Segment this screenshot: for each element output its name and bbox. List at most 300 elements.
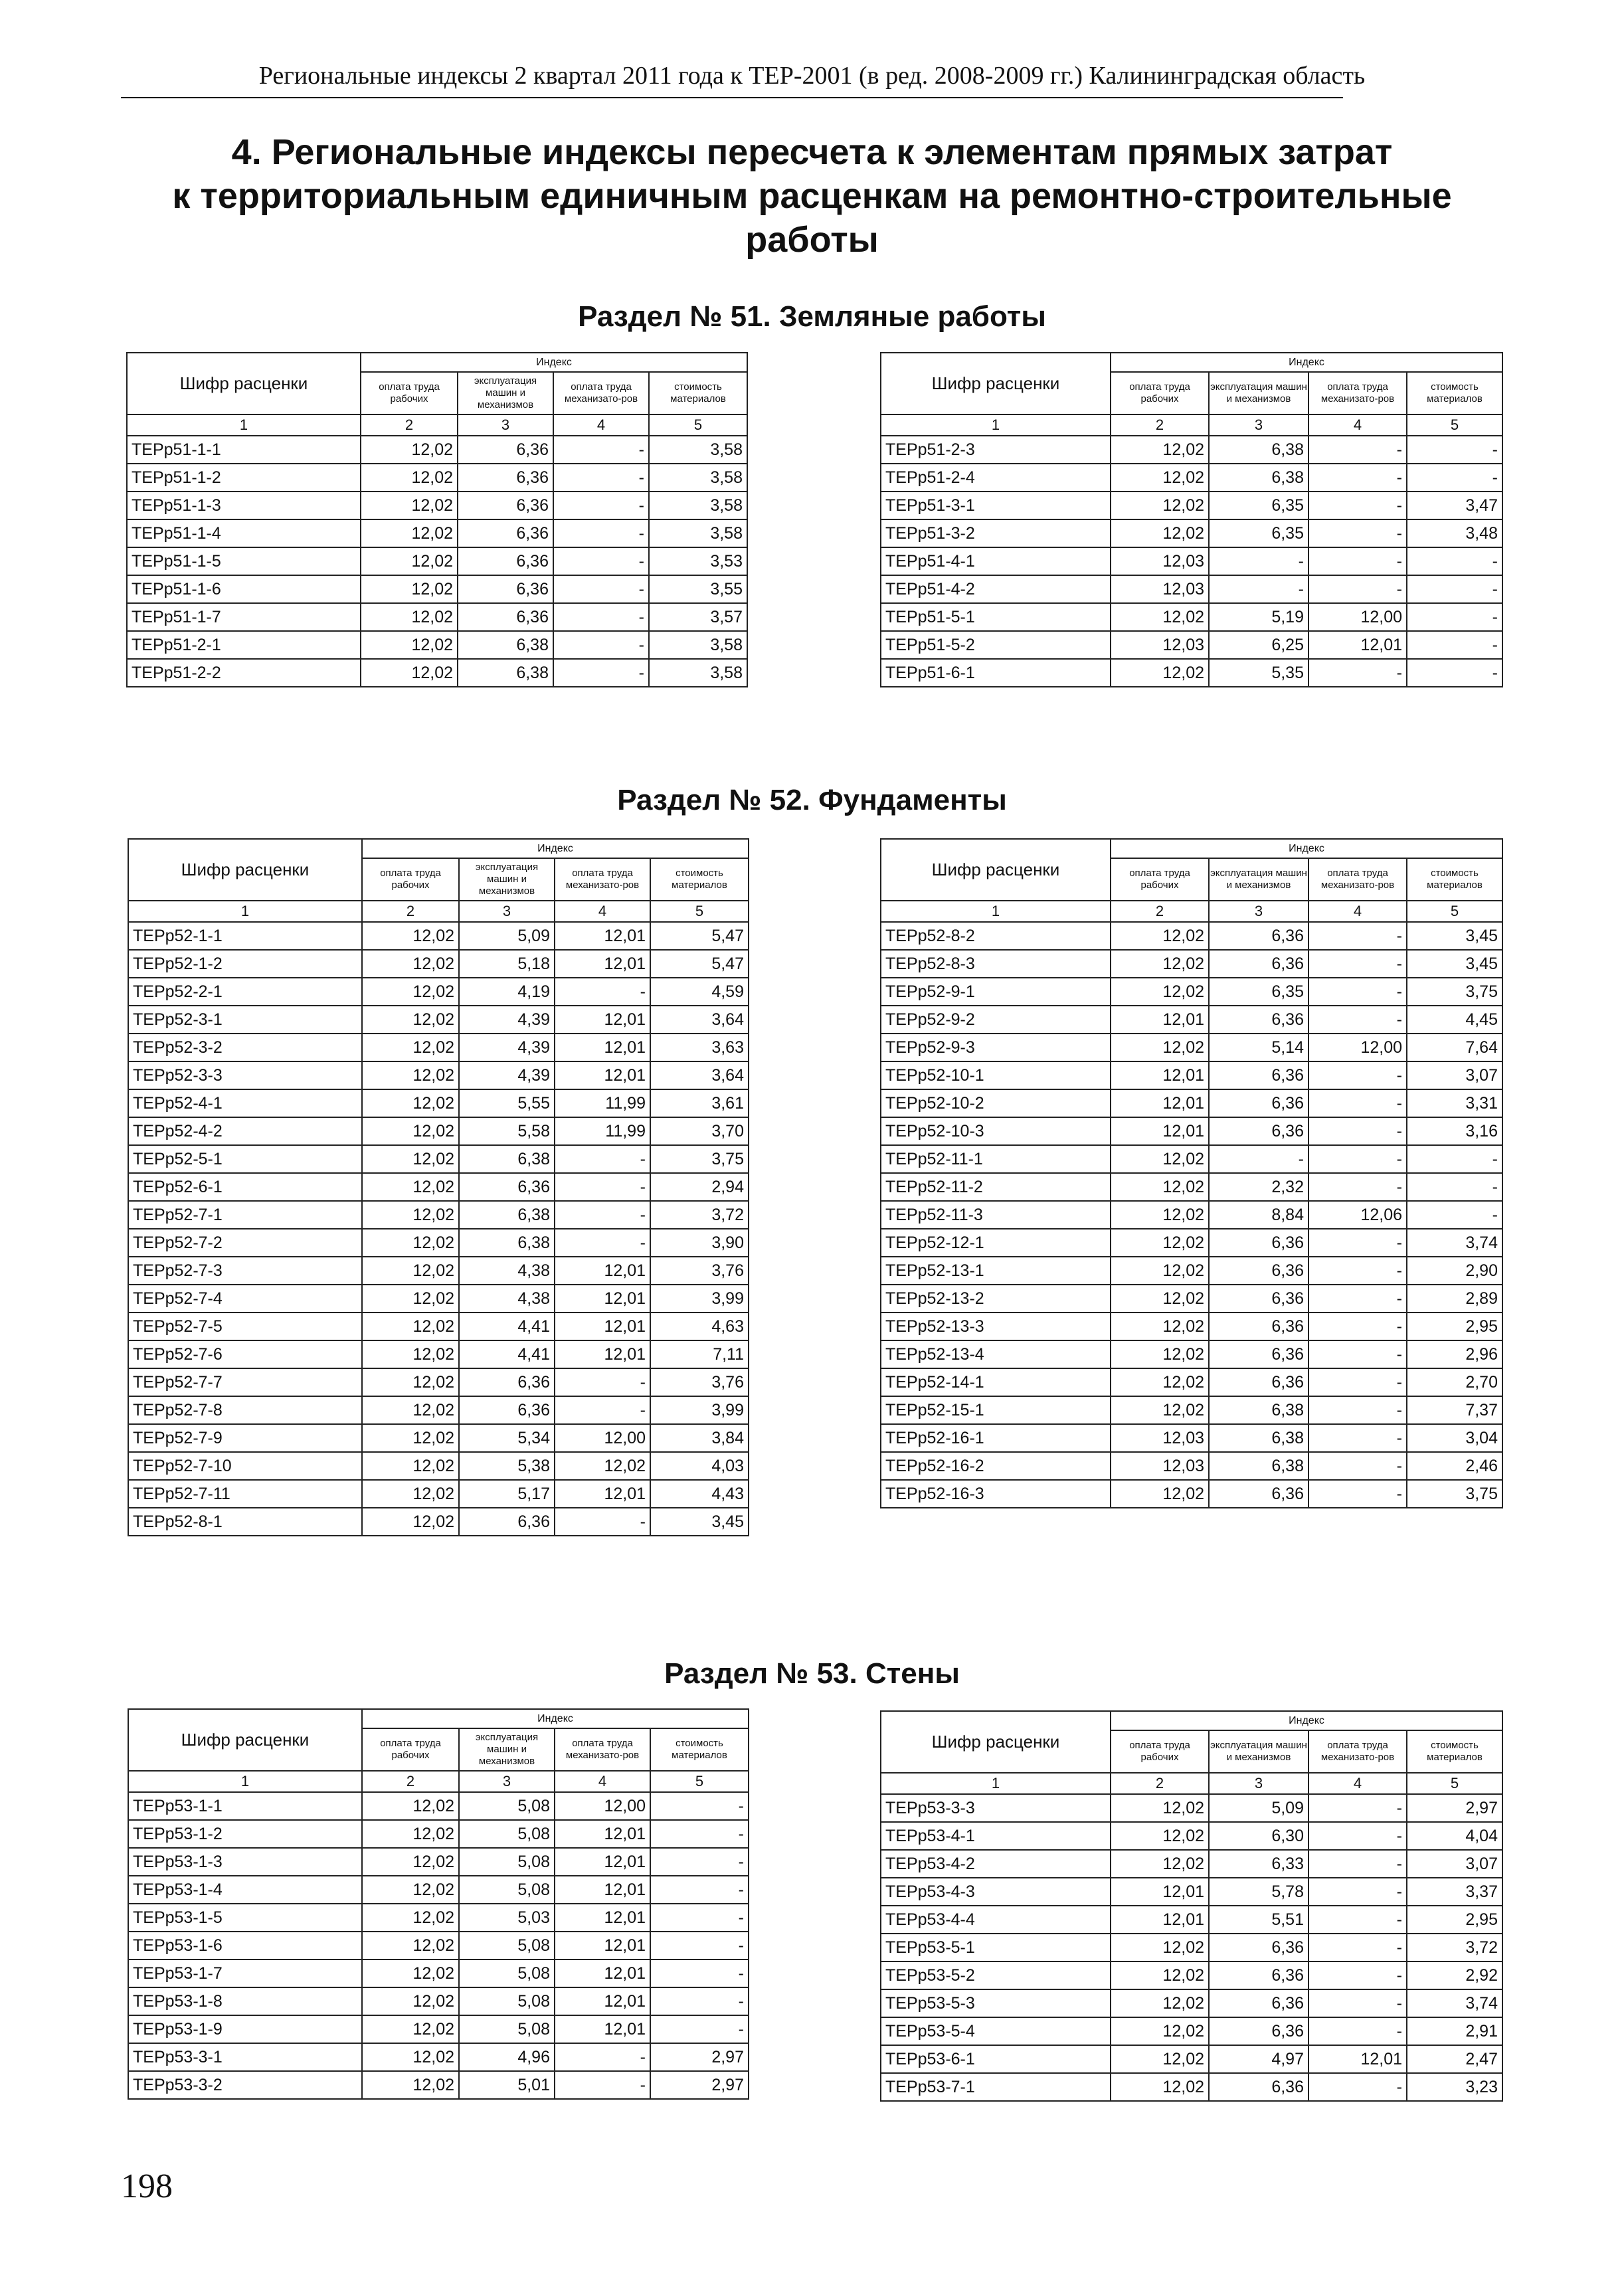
- column-number: 1: [881, 414, 1111, 436]
- index-value: 2,90: [1407, 1257, 1502, 1285]
- header-materials: стоимость материалов: [1407, 1730, 1502, 1773]
- index-value: 3,64: [650, 1006, 749, 1034]
- rate-table: [880, 838, 1503, 1508]
- header-labor: оплата труда рабочих: [362, 1728, 459, 1771]
- index-value: 2,97: [650, 2071, 749, 2099]
- header-index: Индекс: [1111, 353, 1502, 372]
- index-value: 6,36: [458, 464, 553, 492]
- index-value: 4,03: [650, 1452, 749, 1480]
- index-value: 12,02: [1111, 659, 1209, 687]
- rate-code: ТЕРр51-6-1: [881, 659, 1111, 687]
- column-number: 4: [555, 1771, 650, 1792]
- index-value: 2,94: [650, 1173, 749, 1201]
- table-row: [128, 1396, 749, 1424]
- index-value: 3,75: [650, 1145, 749, 1173]
- table-row: [881, 1878, 1502, 1906]
- index-value: 3,58: [649, 464, 747, 492]
- index-value: 12,02: [362, 1424, 459, 1452]
- table-row: [128, 1201, 749, 1229]
- index-value: -: [1308, 1850, 1407, 1878]
- index-value: 4,45: [1407, 1006, 1502, 1034]
- index-value: 6,36: [458, 575, 553, 603]
- rate-code: ТЕРр52-7-7: [128, 1368, 362, 1396]
- index-value: -: [1308, 659, 1407, 687]
- rate-code: ТЕРр53-4-1: [881, 1822, 1111, 1850]
- index-value: 3,63: [650, 1034, 749, 1061]
- index-value: 12,02: [362, 1452, 459, 1480]
- rate-code: ТЕРр52-11-1: [881, 1145, 1111, 1173]
- table-row: [881, 1396, 1502, 1424]
- index-value: -: [553, 631, 649, 659]
- header-machines: эксплуатация машин и механизмов: [1209, 372, 1308, 414]
- index-value: 6,36: [458, 436, 553, 464]
- table-header: [127, 353, 747, 436]
- index-value: 5,47: [650, 950, 749, 978]
- index-value: 6,36: [1209, 1934, 1308, 1961]
- rate-code: ТЕРр52-15-1: [881, 1396, 1111, 1424]
- column-number: 3: [1209, 901, 1308, 922]
- index-value: 12,02: [362, 1340, 459, 1368]
- index-value: 12,02: [1111, 1961, 1209, 1989]
- table-row: [128, 1424, 749, 1452]
- table-header: [881, 1711, 1502, 1794]
- index-value: 4,63: [650, 1313, 749, 1340]
- index-value: 5,14: [1209, 1034, 1308, 1061]
- index-value: 3,84: [650, 1424, 749, 1452]
- table-row: [881, 1452, 1502, 1480]
- index-value: 5,47: [650, 922, 749, 950]
- header-materials: стоимость материалов: [1407, 372, 1502, 414]
- index-value: 5,38: [459, 1452, 555, 1480]
- table-body: [881, 922, 1502, 1508]
- rate-code: ТЕРр53-6-1: [881, 2045, 1111, 2073]
- index-value: -: [553, 464, 649, 492]
- index-value: 3,53: [649, 547, 747, 575]
- index-value: 4,19: [459, 978, 555, 1006]
- rate-code: ТЕРр53-1-6: [128, 1932, 362, 1959]
- column-number: 1: [127, 414, 361, 436]
- index-value: 12,02: [1111, 1934, 1209, 1961]
- rate-table: [880, 1710, 1503, 2102]
- index-value: 8,84: [1209, 1201, 1308, 1229]
- header-mech-labor: оплата труда механизато-ров: [555, 1728, 650, 1771]
- index-value: 5,34: [459, 1424, 555, 1452]
- table-row: [881, 1794, 1502, 1822]
- rate-code: ТЕРр53-5-2: [881, 1961, 1111, 1989]
- rate-code: ТЕРр53-5-3: [881, 1989, 1111, 2017]
- rate-code: ТЕРр52-7-10: [128, 1452, 362, 1480]
- index-value: -: [1209, 547, 1308, 575]
- index-value: 3,55: [649, 575, 747, 603]
- index-value: 12,02: [361, 659, 458, 687]
- column-number: 5: [650, 1771, 749, 1792]
- rate-code: ТЕРр51-1-6: [127, 575, 361, 603]
- index-value: 4,59: [650, 978, 749, 1006]
- index-value: -: [1308, 1285, 1407, 1313]
- header-materials: стоимость материалов: [650, 1728, 749, 1771]
- header-mech-labor: оплата труда механизато-ров: [555, 858, 650, 901]
- index-value: 7,64: [1407, 1034, 1502, 1061]
- index-value: 12,02: [555, 1452, 650, 1480]
- index-value: -: [553, 659, 649, 687]
- index-value: 3,64: [650, 1061, 749, 1089]
- rate-code: ТЕРр52-9-3: [881, 1034, 1111, 1061]
- header-index: Индекс: [361, 353, 747, 372]
- index-value: -: [1308, 1173, 1407, 1201]
- index-value: 12,02: [1111, 2073, 1209, 2101]
- table-header: [128, 839, 749, 922]
- column-number: 1: [881, 1773, 1111, 1794]
- index-value: -: [1308, 922, 1407, 950]
- index-value: 12,02: [1111, 519, 1209, 547]
- index-value: 12,02: [1111, 922, 1209, 950]
- index-value: 6,36: [459, 1368, 555, 1396]
- column-number: 4: [1308, 414, 1407, 436]
- index-value: -: [1308, 1934, 1407, 1961]
- index-value: -: [1407, 464, 1502, 492]
- index-value: 12,02: [1111, 1822, 1209, 1850]
- header-labor: оплата труда рабочих: [362, 858, 459, 901]
- index-value: -: [650, 1987, 749, 2015]
- rate-code: ТЕРр52-3-1: [128, 1006, 362, 1034]
- index-value: 6,36: [1209, 1285, 1308, 1313]
- index-value: -: [1308, 978, 1407, 1006]
- table-row: [881, 1173, 1502, 1201]
- index-value: -: [1308, 1396, 1407, 1424]
- index-value: 12,01: [555, 1034, 650, 1061]
- table-row: [881, 603, 1502, 631]
- index-value: 12,01: [555, 1932, 650, 1959]
- table-row: [881, 547, 1502, 575]
- index-value: 12,01: [1111, 1878, 1209, 1906]
- index-value: 6,38: [459, 1229, 555, 1257]
- index-value: -: [1308, 950, 1407, 978]
- table-row: [881, 1089, 1502, 1117]
- index-value: -: [1308, 1822, 1407, 1850]
- rate-code: ТЕРр52-11-3: [881, 1201, 1111, 1229]
- table-row: [128, 1340, 749, 1368]
- index-value: 11,99: [555, 1117, 650, 1145]
- column-number: 3: [1209, 1773, 1308, 1794]
- index-value: 3,23: [1407, 2073, 1502, 2101]
- rate-code: ТЕРр53-1-3: [128, 1848, 362, 1876]
- table-row: [127, 492, 747, 519]
- index-value: 2,95: [1407, 1906, 1502, 1934]
- table-row: [128, 2015, 749, 2043]
- index-value: 4,39: [459, 1034, 555, 1061]
- index-value: 6,36: [1209, 2017, 1308, 2045]
- index-value: 12,00: [555, 1792, 650, 1820]
- index-value: -: [555, 1368, 650, 1396]
- header-code: Шифр расценки: [127, 353, 361, 414]
- index-value: -: [1308, 1961, 1407, 1989]
- header-code: Шифр расценки: [128, 1709, 362, 1771]
- header-index: Индекс: [1111, 1711, 1502, 1730]
- index-value: 12,02: [1111, 978, 1209, 1006]
- index-value: 12,02: [1111, 1201, 1209, 1229]
- table-row: [881, 1906, 1502, 1934]
- index-value: 4,43: [650, 1480, 749, 1508]
- index-value: 12,02: [362, 922, 459, 950]
- index-value: -: [555, 978, 650, 1006]
- index-value: 2,70: [1407, 1368, 1502, 1396]
- table-row: [128, 1313, 749, 1340]
- index-value: 3,45: [650, 1508, 749, 1536]
- index-value: -: [1308, 1424, 1407, 1452]
- index-value: -: [1407, 547, 1502, 575]
- index-value: 5,09: [459, 922, 555, 950]
- rate-code: ТЕРр52-7-11: [128, 1480, 362, 1508]
- index-value: 2,97: [650, 2043, 749, 2071]
- index-value: 12,01: [1111, 1117, 1209, 1145]
- index-value: 12,02: [1111, 950, 1209, 978]
- table-row: [881, 1061, 1502, 1089]
- index-value: -: [1209, 1145, 1308, 1173]
- table-row: [881, 1117, 1502, 1145]
- table-row: [881, 1257, 1502, 1285]
- index-value: 3,90: [650, 1229, 749, 1257]
- table-body: [881, 1794, 1502, 2101]
- rate-code: ТЕРр52-5-1: [128, 1145, 362, 1173]
- index-value: -: [650, 1932, 749, 1959]
- rate-code: ТЕРр52-8-3: [881, 950, 1111, 978]
- rate-code: ТЕРр52-7-9: [128, 1424, 362, 1452]
- header-materials: стоимость материалов: [650, 858, 749, 901]
- column-number: 2: [1111, 1773, 1209, 1794]
- rate-code: ТЕРр52-9-2: [881, 1006, 1111, 1034]
- index-value: 12,01: [555, 1285, 650, 1313]
- rate-code: ТЕРр52-3-2: [128, 1034, 362, 1061]
- index-value: 5,08: [459, 1932, 555, 1959]
- index-value: 12,02: [362, 2015, 459, 2043]
- index-value: 12,02: [362, 1006, 459, 1034]
- header-materials: стоимость материалов: [649, 372, 747, 414]
- header-machines: эксплуатация машин и механизмов: [459, 858, 555, 901]
- index-value: 6,36: [459, 1173, 555, 1201]
- index-value: 12,01: [555, 1313, 650, 1340]
- table-row: [128, 1117, 749, 1145]
- index-value: 5,08: [459, 1792, 555, 1820]
- index-value: 12,02: [362, 1876, 459, 1904]
- index-value: 12,03: [1111, 575, 1209, 603]
- index-value: 12,02: [1111, 1368, 1209, 1396]
- index-value: 11,99: [555, 1089, 650, 1117]
- index-value: -: [1308, 1117, 1407, 1145]
- table-body: [881, 436, 1502, 687]
- index-value: 3,58: [649, 631, 747, 659]
- index-value: 12,02: [1111, 1794, 1209, 1822]
- index-value: 12,02: [362, 1396, 459, 1424]
- index-value: -: [1407, 1145, 1502, 1173]
- rate-code: ТЕРр52-10-2: [881, 1089, 1111, 1117]
- index-value: 3,57: [649, 603, 747, 631]
- index-value: 6,36: [1209, 1961, 1308, 1989]
- rate-code: ТЕРр51-2-1: [127, 631, 361, 659]
- section-52-title: Раздел № 52. Фундаменты: [617, 784, 1007, 816]
- column-number: 5: [1407, 901, 1502, 922]
- header-mech-labor: оплата труда механизато-ров: [1308, 858, 1407, 901]
- rate-code: ТЕРр51-1-7: [127, 603, 361, 631]
- index-value: 12,03: [1111, 631, 1209, 659]
- index-value: -: [1308, 1878, 1407, 1906]
- table-row: [881, 575, 1502, 603]
- rate-code: ТЕРр52-13-1: [881, 1257, 1111, 1285]
- header-code: Шифр расценки: [881, 839, 1111, 901]
- index-value: 3,58: [649, 492, 747, 519]
- header-materials: стоимость материалов: [1407, 858, 1502, 901]
- index-value: -: [1308, 575, 1407, 603]
- rate-code: ТЕРр53-1-4: [128, 1876, 362, 1904]
- index-value: 12,01: [1111, 1006, 1209, 1034]
- table-row: [128, 1368, 749, 1396]
- index-value: 12,02: [362, 1508, 459, 1536]
- index-value: 3,61: [650, 1089, 749, 1117]
- index-value: -: [1308, 436, 1407, 464]
- index-value: 12,03: [1111, 1452, 1209, 1480]
- rate-code: ТЕРр53-1-7: [128, 1959, 362, 1987]
- table-row: [127, 464, 747, 492]
- table-row: [128, 1987, 749, 2015]
- index-value: 5,18: [459, 950, 555, 978]
- header-machines: эксплуатация машин и механизмов: [459, 1728, 555, 1771]
- index-value: -: [1308, 519, 1407, 547]
- index-value: 3,16: [1407, 1117, 1502, 1145]
- index-value: 12,01: [555, 1061, 650, 1089]
- table-row: [128, 1173, 749, 1201]
- index-value: 12,00: [1308, 1034, 1407, 1061]
- rate-code: ТЕРр53-4-2: [881, 1850, 1111, 1878]
- index-value: 12,02: [1111, 1480, 1209, 1508]
- header-labor: оплата труда рабочих: [361, 372, 458, 414]
- index-value: 12,02: [1111, 603, 1209, 631]
- column-number: 5: [650, 901, 749, 922]
- index-value: 12,01: [555, 1006, 650, 1034]
- table-row: [881, 2045, 1502, 2073]
- index-value: 12,02: [362, 1285, 459, 1313]
- index-value: 12,02: [1111, 1229, 1209, 1257]
- index-value: 4,38: [459, 1285, 555, 1313]
- index-value: 6,36: [1209, 950, 1308, 978]
- index-value: 12,02: [1111, 1989, 1209, 2017]
- rate-code: ТЕРр52-7-8: [128, 1396, 362, 1424]
- rate-code: ТЕРр51-1-1: [127, 436, 361, 464]
- table-row: [128, 2043, 749, 2071]
- table-row: [881, 631, 1502, 659]
- table-row: [881, 922, 1502, 950]
- index-value: -: [650, 2015, 749, 2043]
- index-value: 12,02: [362, 950, 459, 978]
- index-value: 3,58: [649, 436, 747, 464]
- column-number: 1: [128, 901, 362, 922]
- index-value: 6,38: [458, 659, 553, 687]
- rate-code: ТЕРр53-1-2: [128, 1820, 362, 1848]
- index-value: 12,02: [1111, 1257, 1209, 1285]
- index-value: 3,37: [1407, 1878, 1502, 1906]
- table-row: [128, 1034, 749, 1061]
- rate-code: ТЕРр51-5-1: [881, 603, 1111, 631]
- rate-code: ТЕРр52-14-1: [881, 1368, 1111, 1396]
- table-row: [881, 1201, 1502, 1229]
- index-value: 5,08: [459, 1987, 555, 2015]
- rate-code: ТЕРр52-8-1: [128, 1508, 362, 1536]
- index-value: 6,38: [1209, 1424, 1308, 1452]
- index-value: 2,96: [1407, 1340, 1502, 1368]
- index-value: 3,45: [1407, 950, 1502, 978]
- rate-code: ТЕРр52-7-3: [128, 1257, 362, 1285]
- rate-code: ТЕРр53-1-5: [128, 1904, 362, 1932]
- index-value: 12,01: [555, 1876, 650, 1904]
- table-row: [881, 1368, 1502, 1396]
- index-value: -: [1407, 1201, 1502, 1229]
- table-row: [127, 603, 747, 631]
- table-row: [881, 950, 1502, 978]
- rate-code: ТЕРр52-16-3: [881, 1480, 1111, 1508]
- index-value: 6,36: [1209, 1480, 1308, 1508]
- index-value: 12,02: [362, 1792, 459, 1820]
- index-value: -: [650, 1848, 749, 1876]
- column-number: 3: [1209, 414, 1308, 436]
- index-value: 5,08: [459, 2015, 555, 2043]
- table-row: [128, 1848, 749, 1876]
- index-value: 12,01: [1308, 631, 1407, 659]
- index-value: 6,38: [1209, 464, 1308, 492]
- index-value: 4,04: [1407, 1822, 1502, 1850]
- title-line-2: к территориальным единичным расценкам на ремонтно-строительные: [172, 176, 1452, 216]
- index-value: -: [650, 1876, 749, 1904]
- index-value: 12,02: [1111, 1173, 1209, 1201]
- header-code: Шифр расценки: [881, 353, 1111, 414]
- table-row: [881, 1822, 1502, 1850]
- rate-code: ТЕРр51-2-3: [881, 436, 1111, 464]
- index-value: 12,01: [555, 1340, 650, 1368]
- index-value: -: [1308, 1452, 1407, 1480]
- index-value: 12,02: [362, 1480, 459, 1508]
- index-value: 12,02: [1111, 1396, 1209, 1424]
- table-row: [881, 1989, 1502, 2017]
- index-value: 3,74: [1407, 1989, 1502, 2017]
- index-value: 12,02: [1111, 2017, 1209, 2045]
- header-mech-labor: оплата труда механизато-ров: [553, 372, 649, 414]
- table-row: [128, 1061, 749, 1089]
- column-number: 2: [1111, 414, 1209, 436]
- index-value: 6,36: [1209, 1989, 1308, 2017]
- index-value: -: [553, 547, 649, 575]
- rate-code: ТЕРр52-13-4: [881, 1340, 1111, 1368]
- index-value: -: [1407, 436, 1502, 464]
- rate-code: ТЕРр53-1-9: [128, 2015, 362, 2043]
- rate-code: ТЕРр53-3-1: [128, 2043, 362, 2071]
- index-value: 12,02: [1111, 1850, 1209, 1878]
- header-labor: оплата труда рабочих: [1111, 372, 1209, 414]
- rate-code: ТЕРр51-1-5: [127, 547, 361, 575]
- index-value: -: [1407, 603, 1502, 631]
- column-number: 4: [553, 414, 649, 436]
- index-value: 6,38: [458, 631, 553, 659]
- index-value: 6,35: [1209, 978, 1308, 1006]
- table-row: [128, 1904, 749, 1932]
- index-value: 6,36: [458, 519, 553, 547]
- index-value: 6,36: [459, 1508, 555, 1536]
- table-row: [881, 1006, 1502, 1034]
- table-row: [128, 1006, 749, 1034]
- rate-code: ТЕРр53-5-4: [881, 2017, 1111, 2045]
- index-value: 2,92: [1407, 1961, 1502, 1989]
- column-number: 3: [459, 1771, 555, 1792]
- index-value: 12,02: [1111, 1340, 1209, 1368]
- index-value: 12,02: [362, 1848, 459, 1876]
- rate-code: ТЕРр52-7-4: [128, 1285, 362, 1313]
- index-value: 5,51: [1209, 1906, 1308, 1934]
